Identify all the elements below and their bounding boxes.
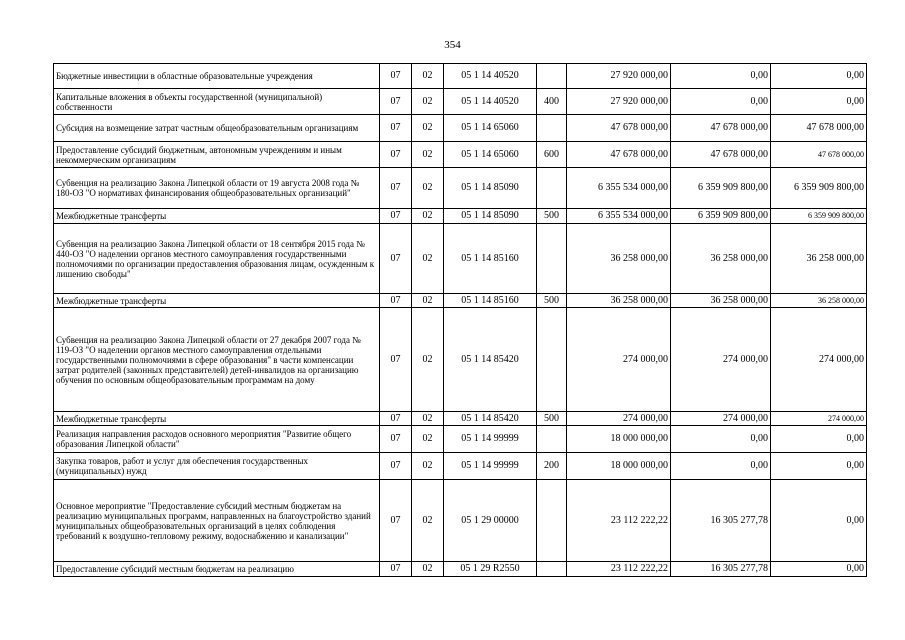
section-code: 07 xyxy=(380,453,412,480)
expense-type-code xyxy=(537,115,567,142)
table-row xyxy=(54,453,867,480)
expense-type-code: 200 xyxy=(537,453,567,480)
expense-type-code: 500 xyxy=(537,412,567,426)
amount-year-2: 36 258 000,00 xyxy=(671,224,771,294)
amount-year-3: 274 000,00 xyxy=(771,308,867,412)
amount-year-3: 0,00 xyxy=(771,426,867,453)
row-name: Межбюджетные трансферты xyxy=(54,412,380,426)
amount-year-1: 36 258 000,00 xyxy=(567,224,671,294)
subsection-code: 02 xyxy=(412,142,444,168)
expense-type-code: 500 xyxy=(537,209,567,224)
target-article-code: 05 1 14 85090 xyxy=(444,168,537,209)
budget-table xyxy=(53,63,867,577)
table-row xyxy=(54,294,867,308)
table-row xyxy=(54,224,867,294)
amount-year-1: 23 112 222,22 xyxy=(567,562,671,577)
expense-type-code xyxy=(537,480,567,562)
expense-type-code xyxy=(537,426,567,453)
amount-year-1: 6 355 534 000,00 xyxy=(567,168,671,209)
amount-year-1: 23 112 222,22 xyxy=(567,480,671,562)
row-name: Субсидия на возмещение затрат частным общеобразовательным организациям xyxy=(54,115,380,142)
target-article-code: 05 1 14 85090 xyxy=(444,209,537,224)
table-row xyxy=(54,209,867,224)
table-row xyxy=(54,426,867,453)
amount-year-2: 16 305 277,78 xyxy=(671,562,771,577)
table-row xyxy=(54,89,867,115)
table-row xyxy=(54,308,867,412)
amount-year-1: 18 000 000,00 xyxy=(567,426,671,453)
amount-year-2: 36 258 000,00 xyxy=(671,294,771,308)
table-row xyxy=(54,412,867,426)
expense-type-code xyxy=(537,308,567,412)
target-article-code: 05 1 29 00000 xyxy=(444,480,537,562)
section-code: 07 xyxy=(380,562,412,577)
amount-year-3: 0,00 xyxy=(771,89,867,115)
amount-year-3: 0,00 xyxy=(771,64,867,89)
amount-year-2: 0,00 xyxy=(671,64,771,89)
row-name: Субвенция на реализацию Закона Липецкой области от 27 декабря 2007 года № 119-ОЗ "О наделении органов местного самоуправления отдельными государственными полномочиями в сфере образования" в части компенсации затрат родителей (законных представителей) детей-инвалидов на организацию обучения по основным общеобразовательным программам на дому xyxy=(54,308,380,412)
subsection-code: 02 xyxy=(412,115,444,142)
amount-year-3: 47 678 000,00 xyxy=(771,142,867,168)
table-row xyxy=(54,115,867,142)
section-code: 07 xyxy=(380,115,412,142)
target-article-code: 05 1 14 65060 xyxy=(444,115,537,142)
amount-year-1: 47 678 000,00 xyxy=(567,115,671,142)
table-row xyxy=(54,480,867,562)
section-code: 07 xyxy=(380,89,412,115)
amount-year-3: 0,00 xyxy=(771,453,867,480)
subsection-code: 02 xyxy=(412,453,444,480)
subsection-code: 02 xyxy=(412,209,444,224)
amount-year-1: 36 258 000,00 xyxy=(567,294,671,308)
section-code: 07 xyxy=(380,64,412,89)
section-code: 07 xyxy=(380,209,412,224)
target-article-code: 05 1 14 40520 xyxy=(444,89,537,115)
amount-year-1: 274 000,00 xyxy=(567,412,671,426)
amount-year-1: 27 920 000,00 xyxy=(567,64,671,89)
table-row xyxy=(54,168,867,209)
amount-year-3: 6 359 909 800,00 xyxy=(771,168,867,209)
row-name: Предоставление субсидий бюджетным, автономным учреждениям и иным некоммерческим организациям xyxy=(54,142,380,168)
subsection-code: 02 xyxy=(412,64,444,89)
section-code: 07 xyxy=(380,480,412,562)
target-article-code: 05 1 14 99999 xyxy=(444,426,537,453)
amount-year-2: 0,00 xyxy=(671,426,771,453)
target-article-code: 05 1 29 R2550 xyxy=(444,562,537,577)
amount-year-1: 47 678 000,00 xyxy=(567,142,671,168)
amount-year-2: 274 000,00 xyxy=(671,308,771,412)
row-name: Субвенция на реализацию Закона Липецкой области от 18 сентября 2015 года № 440-ОЗ "О наделении органов местного самоуправления государственными полномочиями по организации предоставления образования лицам, осужденным к лишению свободы" xyxy=(54,224,380,294)
amount-year-2: 16 305 277,78 xyxy=(671,480,771,562)
target-article-code: 05 1 14 85160 xyxy=(444,224,537,294)
target-article-code: 05 1 14 85160 xyxy=(444,294,537,308)
amount-year-2: 47 678 000,00 xyxy=(671,142,771,168)
amount-year-2: 0,00 xyxy=(671,89,771,115)
section-code: 07 xyxy=(380,412,412,426)
amount-year-2: 0,00 xyxy=(671,453,771,480)
section-code: 07 xyxy=(380,142,412,168)
amount-year-3: 274 000,00 xyxy=(771,412,867,426)
target-article-code: 05 1 14 85420 xyxy=(444,308,537,412)
expense-type-code xyxy=(537,168,567,209)
amount-year-2: 274 000,00 xyxy=(671,412,771,426)
subsection-code: 02 xyxy=(412,308,444,412)
table-row xyxy=(54,64,867,89)
subsection-code: 02 xyxy=(412,89,444,115)
amount-year-3: 36 258 000,00 xyxy=(771,224,867,294)
subsection-code: 02 xyxy=(412,294,444,308)
expense-type-code xyxy=(537,224,567,294)
section-code: 07 xyxy=(380,426,412,453)
row-name: Реализация направления расходов основного мероприятия "Развитие общего образования Липецкой области" xyxy=(54,426,380,453)
target-article-code: 05 1 14 85420 xyxy=(444,412,537,426)
amount-year-3: 6 359 909 800,00 xyxy=(771,209,867,224)
page-number: 354 xyxy=(444,39,461,51)
amount-year-1: 18 000 000,00 xyxy=(567,453,671,480)
section-code: 07 xyxy=(380,168,412,209)
amount-year-3: 36 258 000,00 xyxy=(771,294,867,308)
section-code: 07 xyxy=(380,308,412,412)
target-article-code: 05 1 14 40520 xyxy=(444,64,537,89)
subsection-code: 02 xyxy=(412,168,444,209)
section-code: 07 xyxy=(380,224,412,294)
row-name: Межбюджетные трансферты xyxy=(54,294,380,308)
row-name: Межбюджетные трансферты xyxy=(54,209,380,224)
subsection-code: 02 xyxy=(412,562,444,577)
amount-year-3: 0,00 xyxy=(771,562,867,577)
subsection-code: 02 xyxy=(412,412,444,426)
amount-year-2: 47 678 000,00 xyxy=(671,115,771,142)
table-row xyxy=(54,142,867,168)
expense-type-code: 400 xyxy=(537,89,567,115)
subsection-code: 02 xyxy=(412,224,444,294)
row-name: Субвенция на реализацию Закона Липецкой области от 19 августа 2008 года № 180-ОЗ "О нормативах финансирования общеобразовательных организаций" xyxy=(54,168,380,209)
subsection-code: 02 xyxy=(412,426,444,453)
section-code: 07 xyxy=(380,294,412,308)
subsection-code: 02 xyxy=(412,480,444,562)
row-name: Капитальные вложения в объекты государственной (муниципальной) собственности xyxy=(54,89,380,115)
row-name: Бюджетные инвестиции в областные образовательные учреждения xyxy=(54,64,380,89)
row-name: Основное мероприятие "Предоставление субсидий местным бюджетам на реализацию муниципальных программ, направленных на благоустройство зданий муниципальных общеобразовательных организаций в целях соблюдения требований к воздушно-тепловому режиму, водоснабжению и канализации" xyxy=(54,480,380,562)
amount-year-3: 0,00 xyxy=(771,480,867,562)
expense-type-code xyxy=(537,562,567,577)
expense-type-code xyxy=(537,64,567,89)
amount-year-2: 6 359 909 800,00 xyxy=(671,168,771,209)
table-row xyxy=(54,562,867,577)
target-article-code: 05 1 14 65060 xyxy=(444,142,537,168)
expense-type-code: 500 xyxy=(537,294,567,308)
target-article-code: 05 1 14 99999 xyxy=(444,453,537,480)
amount-year-1: 274 000,00 xyxy=(567,308,671,412)
amount-year-3: 47 678 000,00 xyxy=(771,115,867,142)
row-name: Закупка товаров, работ и услуг для обеспечения государственных (муниципальных) нужд xyxy=(54,453,380,480)
amount-year-1: 27 920 000,00 xyxy=(567,89,671,115)
amount-year-1: 6 355 534 000,00 xyxy=(567,209,671,224)
amount-year-2: 6 359 909 800,00 xyxy=(671,209,771,224)
expense-type-code: 600 xyxy=(537,142,567,168)
row-name: Предоставление субсидий местным бюджетам на реализацию xyxy=(54,562,380,577)
